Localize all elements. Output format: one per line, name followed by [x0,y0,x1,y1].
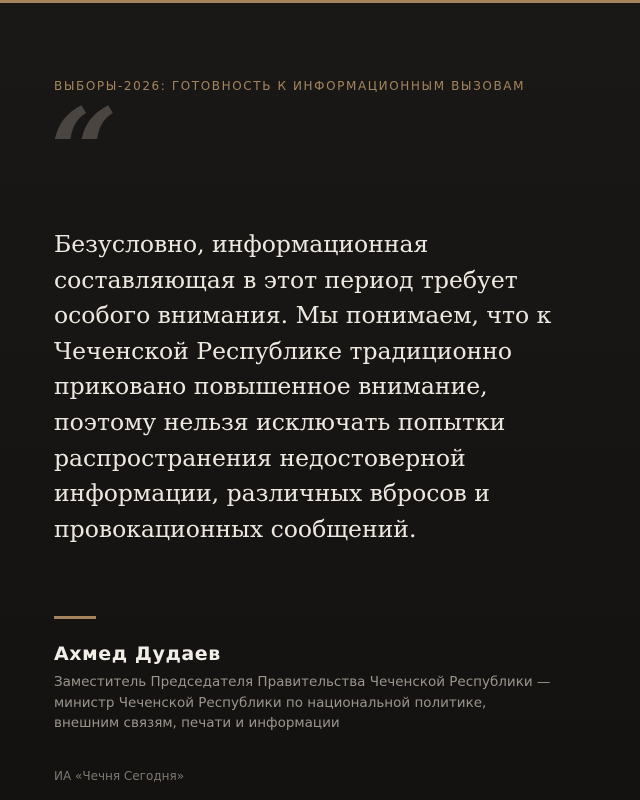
author-name: Ахмед Дудаев [54,643,221,665]
quote-mark-icon: “ [50,82,118,221]
author-title: Заместитель Председателя Правительства Чеченской Республики — министр Чеченской Республики по национальной политике, внешним связям, печати и информации [54,674,551,731]
accent-divider [54,616,96,619]
section-kicker: ВЫБОРЫ-2026: ГОТОВНОСТЬ К ИНФОРМАЦИОННЫМ ВЫЗОВАМ [54,79,526,93]
quote-text: Безусловно, информационная составляющая в этот период требует особого внимания. Мы понимаем, что к Чеченской Республике традиционно приковано повышенное внимание, поэтому нельзя исключать попытки распространения недостоверной информации, различных вбросов и провокационных сообщений. [54,230,552,543]
source-label: ИА «Чечня Сегодня» [54,769,185,783]
